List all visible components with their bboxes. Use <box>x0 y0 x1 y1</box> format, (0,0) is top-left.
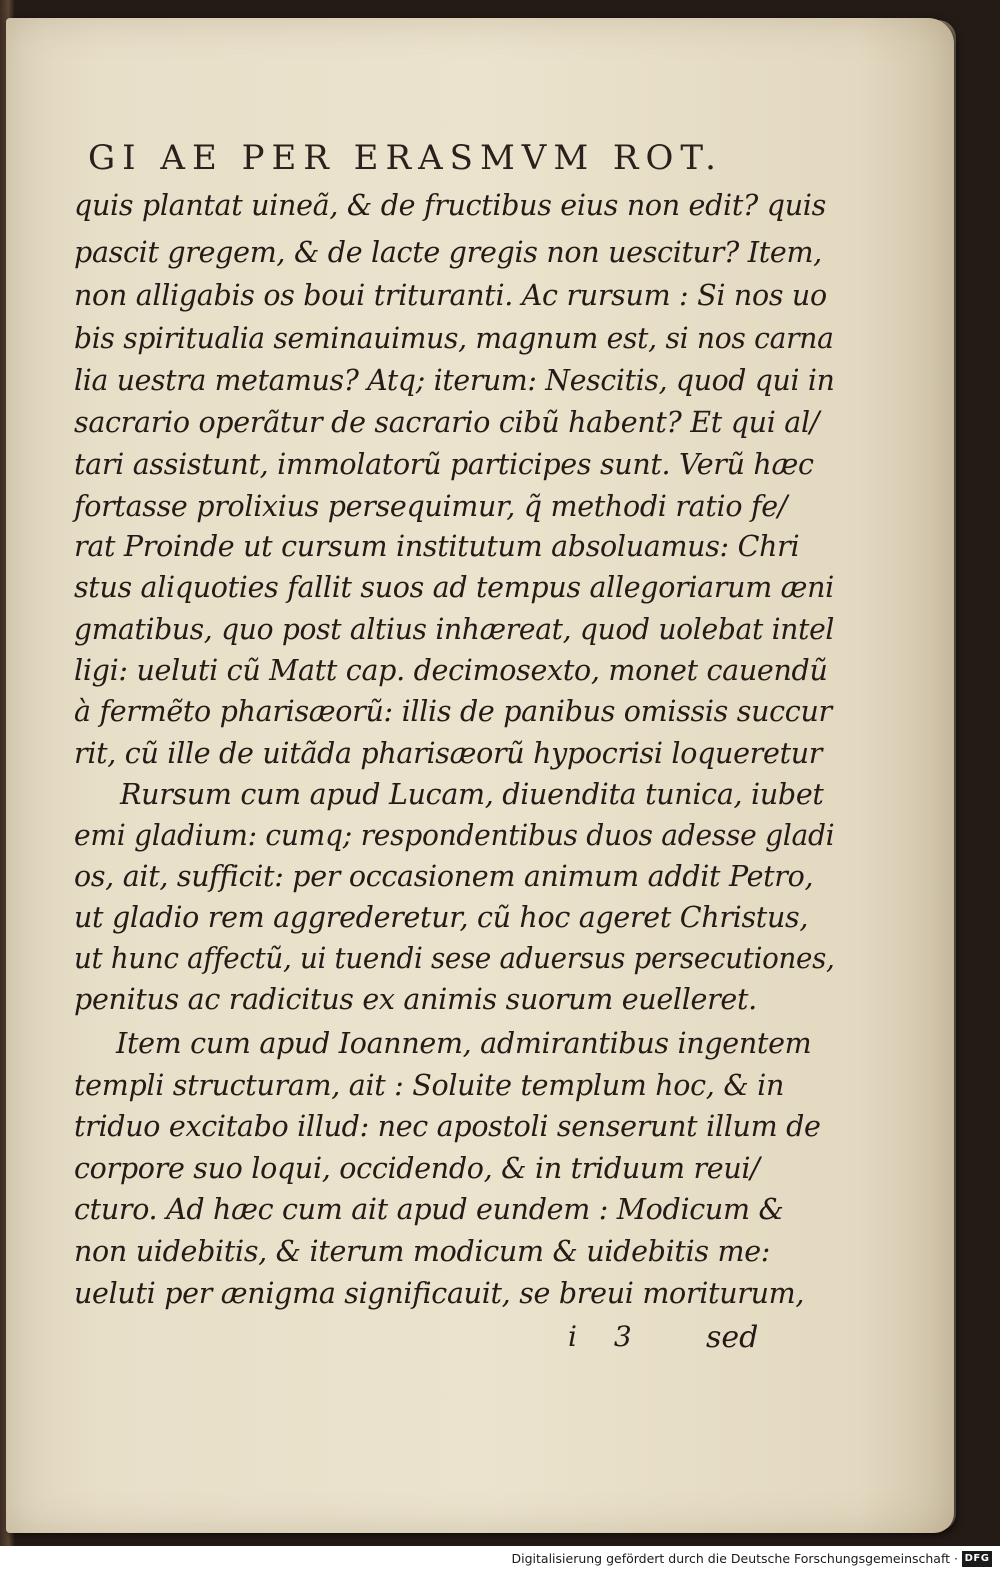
text-line: ligi: ueluti cũ Matt cap. decimosexto, monet cauendũ <box>74 654 828 687</box>
text-line: emi gladium: cumq; respondentibus duos adesse gladi <box>74 819 835 852</box>
text-line: gmatibus, quo post altius inhæreat, quod uolebat intel <box>74 613 835 646</box>
text-line: tari assistunt, immolatorũ participes sunt. Verũ hæc <box>74 448 814 481</box>
text-line: non alligabis os boui trituranti. Ac rursum : Si nos uo <box>74 279 827 312</box>
text-line: ut hunc affectũ, ui tuendi sese aduersus persecutiones, <box>74 942 835 975</box>
text-line: Item cum apud Ioannem, admirantibus ingentem <box>116 1027 812 1060</box>
text-line: rit, cũ ille de uitãda pharisæorũ hypocrisi loqueretur <box>74 737 823 770</box>
text-line: sacrario operãtur de sacrario cibũ habent? Et qui al/ <box>74 406 820 439</box>
text-line: cturo. Ad hæc cum ait apud eundem : Modicum & <box>74 1193 784 1226</box>
text-line: ueluti per ænigma significauit, se breui moriturum, <box>74 1277 805 1310</box>
running-head: GI AE PER ERASMVM ROT. <box>88 138 723 178</box>
text-line: stus aliquoties fallit suos ad tempus allegoriarum æni <box>74 571 834 604</box>
dfg-logo-icon: DFG <box>962 1551 992 1567</box>
text-line: penitus ac radicitus ex animis suorum euelleret. <box>74 983 757 1016</box>
catchword: sed <box>706 1320 759 1355</box>
text-line: à fermẽto pharisæorũ: illis de panibus omissis succur <box>74 695 832 728</box>
text-line: os, ait, sufficit: per occasionem animum addit Petro, <box>74 860 814 893</box>
text-line: lia uestra metamus? Atq; iterum: Nescitis, quod qui in <box>74 364 835 397</box>
text-line: corpore suo loqui, occidendo, & in triduum reui/ <box>74 1152 760 1185</box>
text-line: non uidebitis, & iterum modicum & uidebitis me: <box>74 1235 771 1268</box>
text-line: fortasse prolixius persequimur, q̃ methodi ratio fe/ <box>74 490 788 523</box>
text-line: templi structuram, ait : Soluite templum hoc, & in <box>74 1069 785 1102</box>
text-line: ut gladio rem aggrederetur, cũ hoc ageret Christus, <box>74 901 809 934</box>
footer-credit: Digitalisierung gefördert durch die Deutsche Forschungsgemeinschaft · <box>511 1551 958 1566</box>
text-line: rat Proinde ut cursum institutum absoluamus: Chri <box>74 530 800 563</box>
signature-mark: i 3 <box>568 1320 646 1353</box>
text-line: quis plantat uineã, & de fructibus eius non edit? quis <box>74 189 826 222</box>
text-line: triduo excitabo illud: nec apostoli senserunt illum de <box>74 1110 821 1143</box>
text-line: Rursum cum apud Lucam, diuendita tunica, iubet <box>120 778 824 811</box>
text-line: bis spiritualia seminauimus, magnum est, si nos carna <box>74 322 834 355</box>
text-line: pascit gregem, & de lacte gregis non uescitur? Item, <box>74 236 822 269</box>
